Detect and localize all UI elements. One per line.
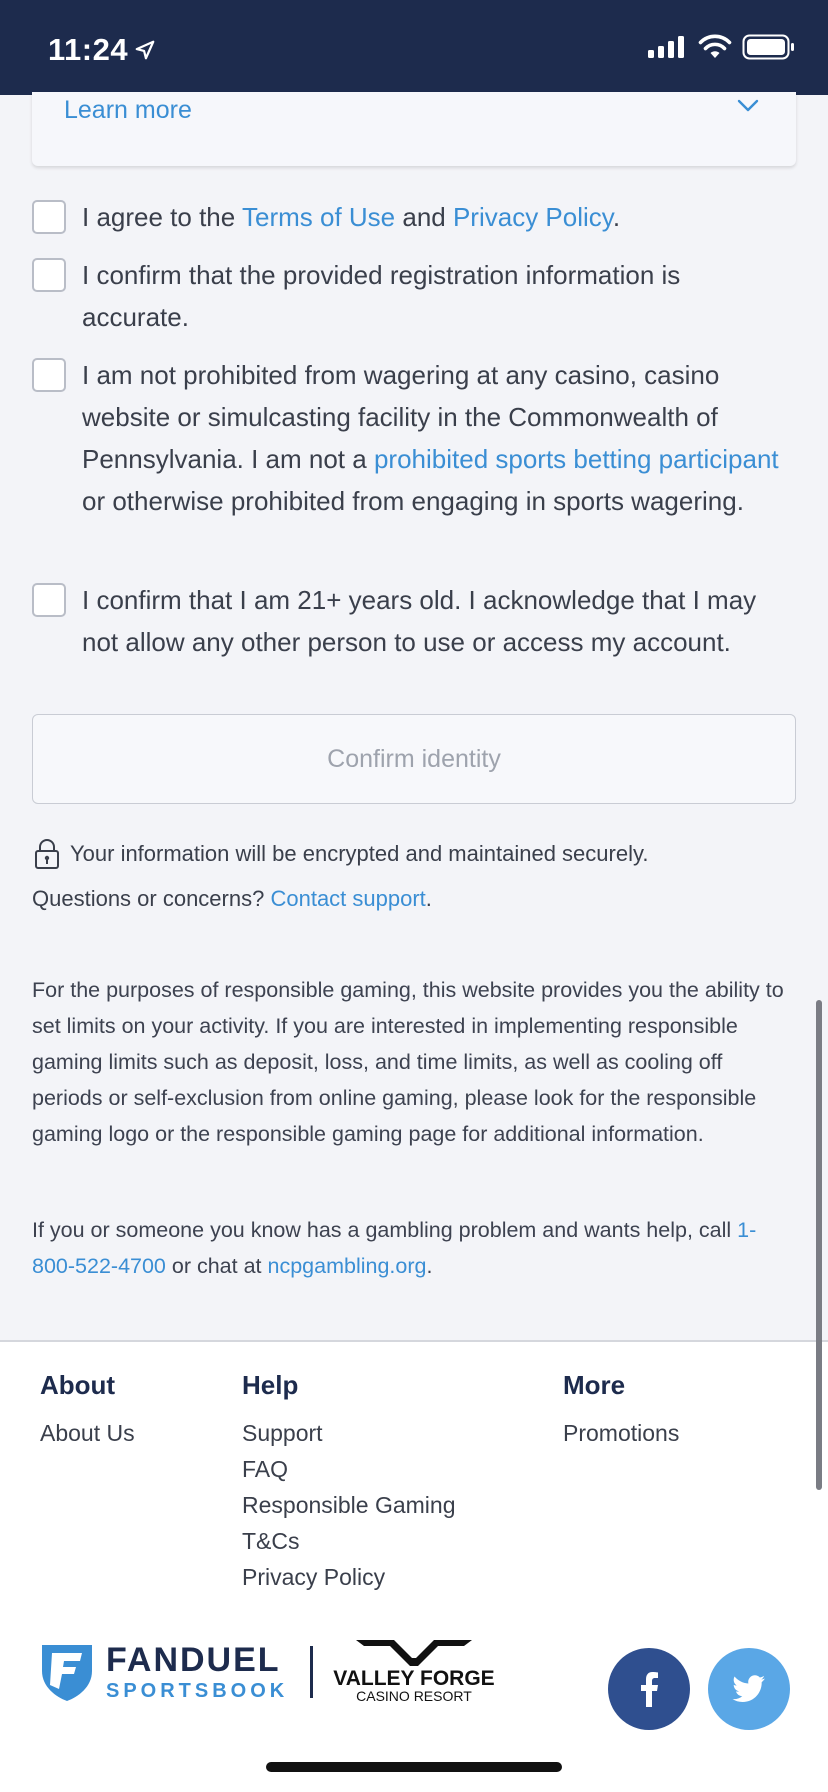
questions-line xyxy=(32,886,432,912)
fanduel-top-text: FANDUEL xyxy=(106,1640,281,1679)
brand-separator xyxy=(310,1646,313,1698)
facebook-button[interactable] xyxy=(608,1648,690,1730)
fanduel-shield-logo xyxy=(38,1641,96,1703)
learn-more-link[interactable]: Learn more xyxy=(64,96,192,124)
terms-of-use-link[interactable]: Terms of Use xyxy=(241,202,396,232)
accurate-checkbox-row xyxy=(32,254,792,338)
not-prohibited-checkbox[interactable] xyxy=(32,358,66,392)
questions-suffix: . xyxy=(425,886,432,911)
status-icons xyxy=(648,34,796,60)
footer-more-heading: More xyxy=(563,1370,626,1400)
encrypted-text: Your information will be encrypted and maintained securely. xyxy=(70,841,649,866)
cell-signal-icon xyxy=(648,35,688,59)
responsible-gaming-paragraph: For the purposes of responsible gaming, this website provides you the ability to set limits on your activity. If you are interested in implementing responsible gaming limits such as deposit, loss, and time limits, as well as cooling off periods or self-exclusion from online gaming, please look for the responsible gaming logo or the responsible gaming page for additional information. xyxy=(32,978,784,1146)
age-confirm-label: I confirm that I am 21+ years old. I acknowledge that I may not allow any other person to use or access my account. xyxy=(82,585,757,657)
accurate-info-checkbox[interactable] xyxy=(32,258,66,292)
twitter-icon xyxy=(732,1675,766,1703)
ncpgambling-link[interactable]: ncpgambling.org xyxy=(267,1254,427,1278)
footer-help-heading: Help xyxy=(242,1370,299,1400)
helpline-phone-link[interactable]: 1-800-522-4700 xyxy=(32,1218,757,1278)
contact-support-link[interactable]: Contact support xyxy=(270,886,426,911)
confirm-identity-button[interactable]: Confirm identity xyxy=(32,714,796,804)
age-checkbox-row xyxy=(32,579,792,663)
valley-forge-logo xyxy=(333,1640,494,1703)
footer-help-column xyxy=(242,1370,456,1595)
about-us-link[interactable]: About Us xyxy=(40,1420,135,1446)
facebook-icon xyxy=(638,1671,660,1707)
support-link[interactable]: Support xyxy=(242,1420,323,1446)
scrollbar[interactable] xyxy=(816,1000,822,1490)
terms-checkbox[interactable] xyxy=(32,200,66,234)
help-prefix: If you or someone you know has a gambling problem and wants help, call xyxy=(32,1218,738,1242)
lock-icon xyxy=(34,838,60,870)
prohibited-suffix-text: or otherwise prohibited from engaging in sports wagering. xyxy=(82,486,744,516)
terms-and-text: and xyxy=(395,202,453,232)
age-confirm-checkbox[interactable] xyxy=(32,583,66,617)
footer-about-column xyxy=(40,1370,135,1451)
status-time-text: 11:24 xyxy=(48,32,129,67)
prohibited-prefix-text: I am not prohibited from wagering at any casino, casino website or simulcasting facility in the Commonwealth of Pennsylvania. I am not a xyxy=(82,360,720,474)
faq-link[interactable]: FAQ xyxy=(242,1456,289,1482)
terms-checkbox-row xyxy=(32,196,792,238)
valley-forge-bottom-text: CASINO RESORT xyxy=(356,1688,472,1704)
gambling-help-paragraph xyxy=(32,1212,792,1284)
terms-prefix-text: I agree to the xyxy=(82,202,242,232)
home-indicator[interactable] xyxy=(266,1762,562,1772)
promotions-link[interactable]: Promotions xyxy=(563,1420,680,1446)
valley-forge-mark-icon xyxy=(354,1640,474,1666)
battery-icon xyxy=(742,34,796,60)
status-bar xyxy=(0,0,828,95)
valley-forge-top-text: VALLEY FORGE xyxy=(333,1667,495,1690)
accurate-info-label: I confirm that the provided registration information is accurate. xyxy=(82,260,681,332)
fanduel-wordmark xyxy=(106,1640,289,1702)
location-arrow-icon xyxy=(134,39,156,61)
twitter-button[interactable] xyxy=(708,1648,790,1730)
questions-prefix: Questions or concerns? xyxy=(32,886,271,911)
brand-logos xyxy=(38,1640,495,1703)
privacy-policy-link[interactable]: Privacy Policy xyxy=(452,202,613,232)
footer-more-column xyxy=(563,1370,679,1451)
help-suffix: . xyxy=(426,1254,433,1278)
help-middle: or chat at xyxy=(165,1254,268,1278)
chevron-down-icon[interactable] xyxy=(736,98,760,114)
status-time xyxy=(48,32,156,68)
wifi-icon xyxy=(698,34,732,60)
terms-checkbox-label xyxy=(82,196,782,238)
prohibited-participant-link[interactable]: prohibited sports betting participant xyxy=(373,444,779,474)
fanduel-bottom-text: SPORTSBOOK xyxy=(106,1679,289,1702)
tcs-link[interactable]: T&Cs xyxy=(242,1528,300,1554)
prohibited-checkbox-row xyxy=(32,354,792,522)
footer-about-heading: About xyxy=(40,1370,116,1400)
footer-privacy-policy-link[interactable]: Privacy Policy xyxy=(242,1564,386,1590)
learn-more-accordion[interactable] xyxy=(32,92,796,166)
terms-suffix-text: . xyxy=(612,202,621,232)
not-prohibited-label xyxy=(82,354,782,522)
security-note xyxy=(34,838,648,870)
responsible-gaming-link[interactable]: Responsible Gaming xyxy=(242,1492,456,1518)
